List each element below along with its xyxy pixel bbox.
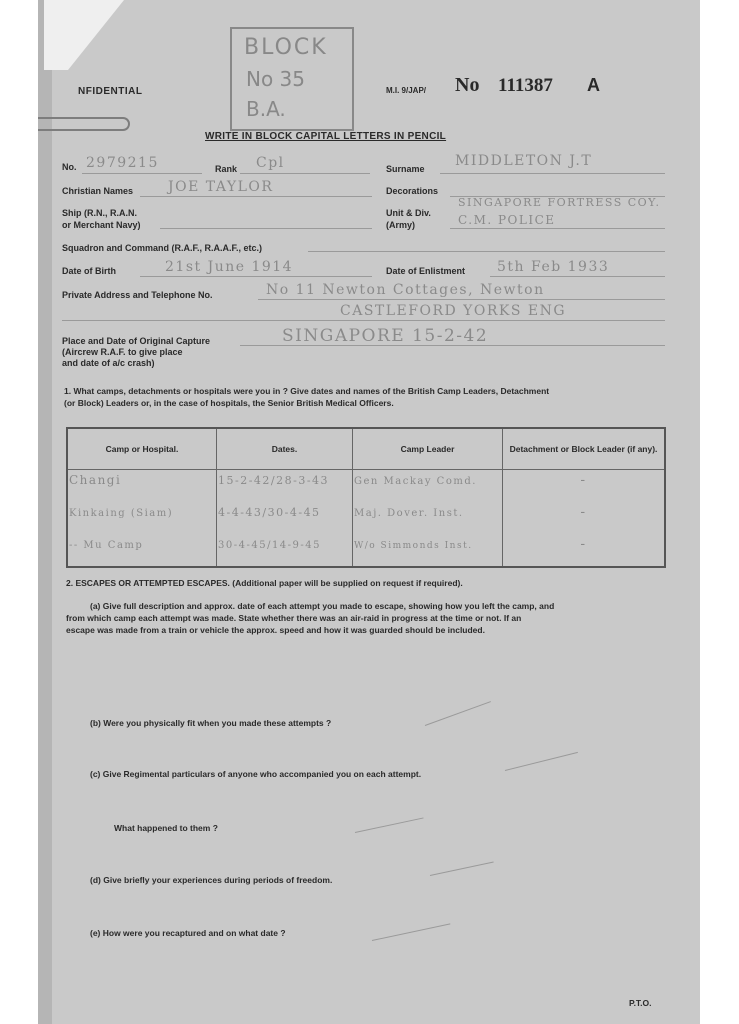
question-2e: (e) How were you recaptured and on what date ? <box>90 928 286 938</box>
address-line-1 <box>258 299 665 300</box>
row-2-dates: 4-4-43/30-4-45 <box>218 506 321 519</box>
question-2d: (d) Give briefly your experiences during periods of freedom. <box>90 875 333 885</box>
ship-label-1: Ship (R.N., R.A.N. <box>62 208 137 218</box>
instruction-heading: WRITE IN BLOCK CAPITAL LETTERS IN PENCIL <box>205 131 447 142</box>
christian-names-value: JOE TAYLOR <box>168 179 274 195</box>
serial-suffix: A <box>587 75 600 95</box>
row-3-detachment: - <box>580 535 587 552</box>
surname-value: MIDDLETON J.T <box>455 153 593 169</box>
table-row <box>67 534 665 567</box>
address-value-1: No 11 Newton Cottages, Newton <box>266 282 545 298</box>
binding-string <box>38 117 130 131</box>
capture-label-1: Place and Date of Original Capture <box>62 336 211 346</box>
stamp-line-2: No 35 <box>246 67 306 91</box>
row-1-camp: Changi <box>69 473 122 487</box>
decorations-label: Decorations <box>386 186 439 196</box>
col-dates: Dates. <box>217 428 353 470</box>
block-stamp <box>230 27 354 131</box>
row-2-leader: Maj. Dover. Inst. <box>354 508 464 519</box>
no-label: No. <box>62 162 77 172</box>
table-row <box>67 470 665 503</box>
question-2c-followup: What happened to them ? <box>114 823 218 833</box>
row-2-camp: Kinkaing (Siam) <box>69 508 174 519</box>
enlistment-line <box>490 276 665 277</box>
unit-value-1: SINGAPORE FORTRESS COY. <box>458 196 661 209</box>
enlistment-label: Date of Enlistment <box>386 266 466 276</box>
address-value-2: CASTLEFORD YORKS ENG <box>340 303 567 319</box>
question-1-line-2: (or Block) Leaders or, in the case of hospitals, the Senior British Medical Officers. <box>64 398 394 408</box>
address-line-2 <box>62 320 665 321</box>
col-detachment-leader: Detachment or Block Leader (if any). <box>503 428 666 470</box>
form-reference: M.I. 9/JAP/ <box>386 86 427 95</box>
question-1-line-1: 1. What camps, detachments or hospitals were you in ? Give dates and names of the British Camp Leaders, Detachment <box>64 386 550 396</box>
unit-label-1: Unit & Div. <box>386 208 431 218</box>
question-2a-line-1: (a) Give full description and approx. date of each attempt you made to escape, showing how you left the camp, and <box>90 601 555 611</box>
col-camp-leader: Camp Leader <box>353 428 503 470</box>
rank-label: Rank <box>215 164 238 174</box>
address-label: Private Address and Telephone No. <box>62 290 213 300</box>
christian-names-label: Christian Names <box>62 186 134 196</box>
enlistment-value: 5th Feb 1933 <box>497 259 610 275</box>
row-1-dates: 15-2-42/28-3-43 <box>218 474 330 487</box>
row-2-detachment: - <box>580 504 587 520</box>
capture-line <box>240 345 665 346</box>
no-value: 2979215 <box>86 155 159 171</box>
number-prefix: No <box>455 74 480 96</box>
rank-value: Cpl <box>256 155 285 171</box>
stamp-line-1: BLOCK <box>244 35 328 60</box>
question-2c: (c) Give Regimental particulars of anyone who accompanied you on each attempt. <box>90 769 422 779</box>
question-2-heading: 2. ESCAPES OR ATTEMPTED ESCAPES. (Additional paper will be supplied on request if required). <box>66 578 463 588</box>
classification-label: NFIDENTIAL <box>78 86 143 97</box>
rank-line <box>240 173 370 174</box>
squadron-label: Squadron and Command (R.A.F., R.A.A.F., etc.) <box>62 243 263 253</box>
surname-label: Surname <box>386 164 425 174</box>
capture-label-3: and date of a/c crash) <box>62 358 155 368</box>
christian-line <box>140 196 372 197</box>
question-2a-line-2: from which camp each attempt was made. State whether there was an air-raid in progress at the time or not. If an <box>66 613 522 623</box>
row-1-leader: Gen Mackay Comd. <box>354 476 477 487</box>
squadron-line <box>308 251 665 252</box>
binding-edge <box>38 0 52 1024</box>
dob-value: 21st June 1914 <box>165 259 294 275</box>
question-2a-line-3: escape was made from a train or vehicle the approx. speed and how it was guarded should be included. <box>66 625 485 635</box>
unit-value-2: C.M. POLICE <box>458 213 556 227</box>
row-3-dates: 30-4-45/14-9-45 <box>218 539 322 551</box>
unit-label-2: (Army) <box>386 220 416 230</box>
no-line <box>82 173 202 174</box>
row-1-detachment: - <box>580 472 587 488</box>
dob-label: Date of Birth <box>62 266 116 276</box>
row-3-leader: W/o Simmonds Inst. <box>354 540 473 551</box>
ship-label-2: or Merchant Navy) <box>62 220 141 230</box>
table-row <box>67 502 665 534</box>
serial-number: 111387 <box>498 75 553 96</box>
col-camp: Camp or Hospital. <box>67 428 217 470</box>
table-header-row <box>67 428 665 470</box>
ship-line <box>160 228 372 229</box>
camps-table <box>66 427 666 568</box>
surname-line <box>440 173 665 174</box>
unit-line <box>450 228 665 229</box>
stamp-line-3: B.A. <box>246 97 286 121</box>
question-2b: (b) Were you physically fit when you made these attempts ? <box>90 718 332 728</box>
pto-label: P.T.O. <box>629 998 652 1008</box>
row-3-camp: -- Mu Camp <box>69 539 144 551</box>
capture-label-2: (Aircrew R.A.F. to give place <box>62 347 183 357</box>
capture-value: SINGAPORE 15-2-42 <box>282 326 489 346</box>
dob-line <box>140 276 372 277</box>
